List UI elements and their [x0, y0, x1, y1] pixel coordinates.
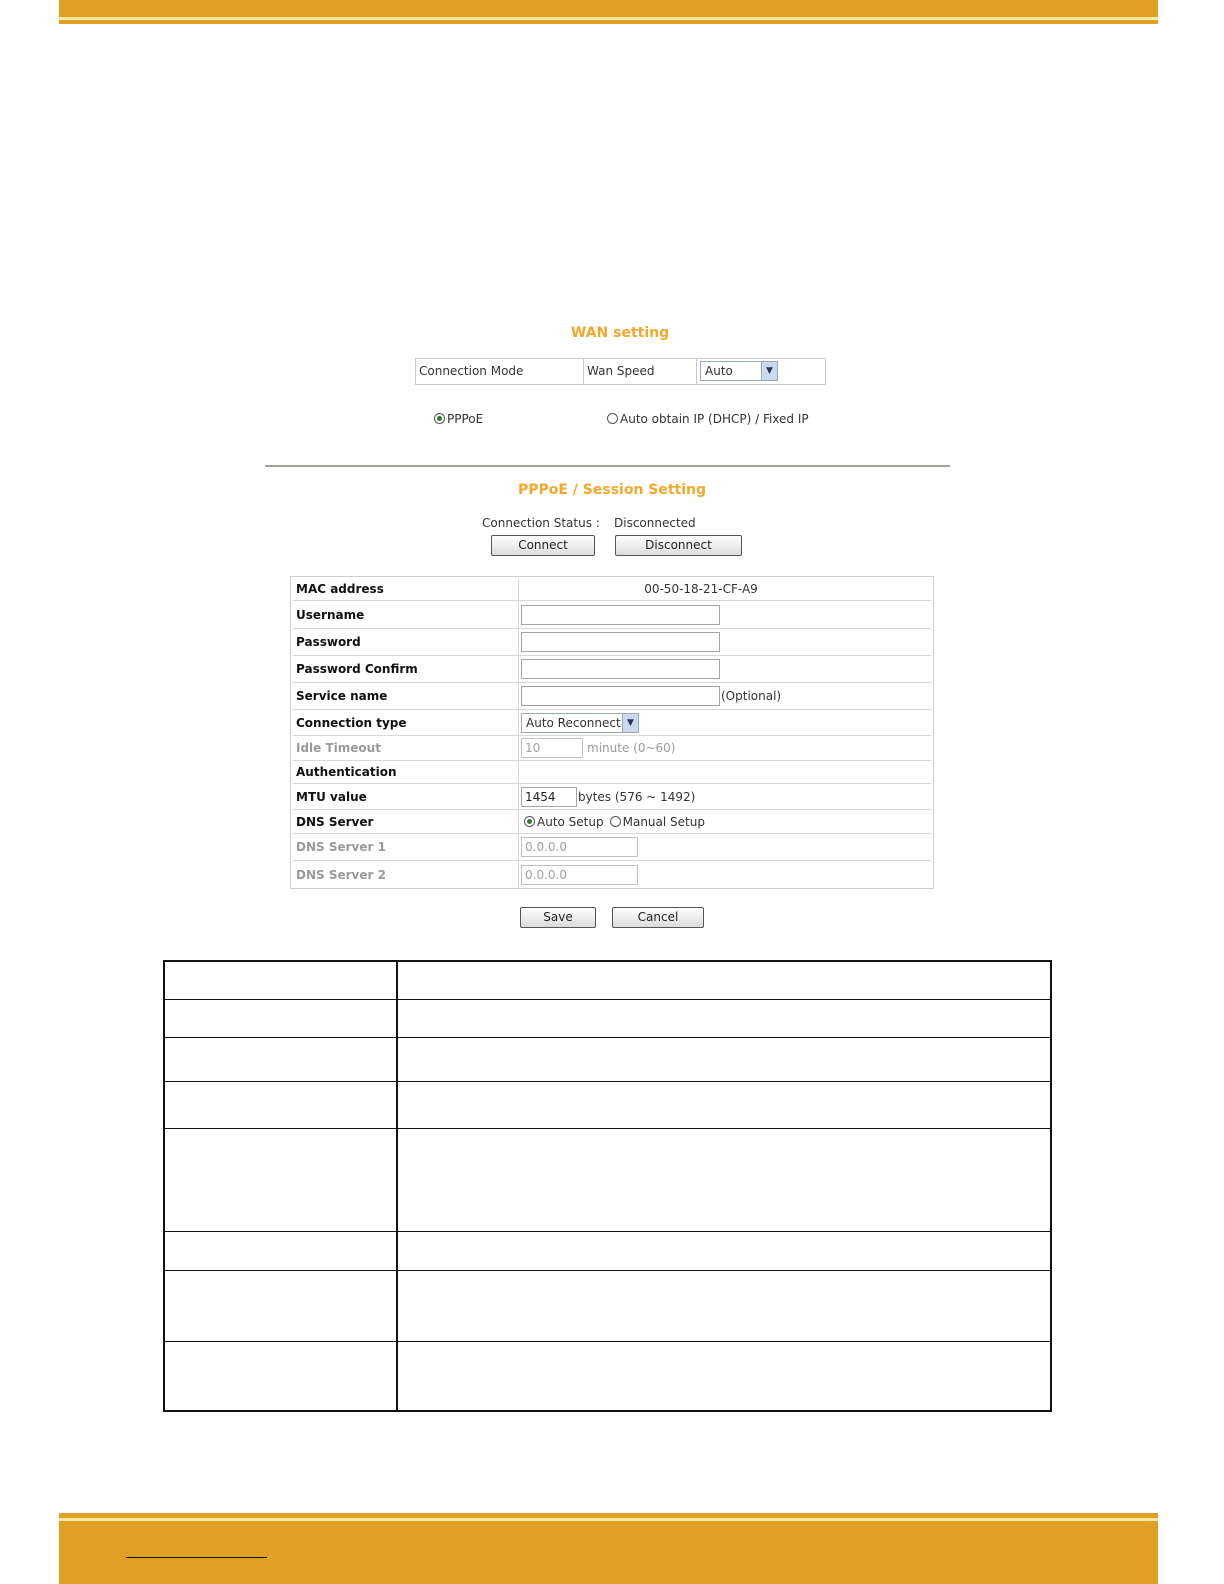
- idle-timeout-input[interactable]: 10: [521, 738, 583, 758]
- table-row: [165, 1271, 1050, 1342]
- dns-server-1-cell: [519, 834, 931, 860]
- service-name-row: [293, 683, 931, 710]
- dns-server-label: DNS Server: [293, 810, 519, 833]
- footer-band-stripe: [59, 1518, 1158, 1521]
- wan-speed-label: Wan Speed: [584, 359, 697, 384]
- service-name-cell: [519, 683, 931, 709]
- mtu-row: [293, 784, 931, 810]
- service-name-hint: (Optional): [721, 689, 782, 703]
- mtu-input[interactable]: 1454: [521, 787, 577, 807]
- pppoe-session-title: PPPoE / Session Setting: [517, 482, 707, 498]
- table-row: [165, 1232, 1050, 1271]
- dhcp-fixed-ip-radio-label: Auto obtain IP (DHCP) / Fixed IP: [620, 412, 809, 426]
- dns-server-cell: [519, 810, 931, 833]
- username-row: [293, 601, 931, 629]
- mac-address-label: MAC address: [293, 578, 519, 600]
- wan-setting-title: WAN setting: [570, 325, 670, 341]
- table-row: [165, 1342, 1050, 1410]
- password-row: [293, 629, 931, 656]
- username-label: Username: [293, 601, 519, 628]
- header-band-stripe: [59, 17, 1158, 20]
- dns-server-2-cell: [519, 861, 931, 888]
- service-name-label: Service name: [293, 683, 519, 709]
- radio-unselected-icon[interactable]: [607, 413, 618, 424]
- authentication-label: Authentication: [293, 761, 519, 783]
- connection-type-label: Connection type: [293, 710, 519, 735]
- dns-auto-setup-label: Auto Setup: [537, 814, 604, 829]
- chevron-down-icon: ▼: [761, 362, 777, 380]
- table-row: [165, 1129, 1050, 1232]
- mtu-cell: [519, 784, 931, 809]
- dns-server-1-input[interactable]: 0.0.0.0: [521, 837, 638, 857]
- connection-type-row: [293, 710, 931, 736]
- connection-type-value: Auto Reconnect: [526, 715, 621, 730]
- chevron-down-icon: ▼: [622, 714, 638, 732]
- dns-server-row: [293, 810, 931, 834]
- cancel-button[interactable]: Cancel: [612, 907, 704, 928]
- authentication-row: [293, 761, 931, 784]
- description-table: [163, 960, 1052, 1412]
- table-row: [165, 962, 1050, 1000]
- table-row: [165, 1038, 1050, 1082]
- idle-timeout-unit: minute (0~60): [587, 741, 676, 755]
- pppoe-settings-form: [290, 576, 934, 889]
- username-input[interactable]: [521, 605, 720, 625]
- wan-speed-cell: [697, 359, 825, 384]
- connection-mode-label: Connection Mode: [416, 359, 584, 384]
- footer-rule: [126, 1557, 267, 1558]
- wan-setting-table: [415, 358, 826, 385]
- password-label: Password: [293, 629, 519, 655]
- password-confirm-input[interactable]: [521, 659, 720, 679]
- footer-band: [59, 1513, 1158, 1584]
- mtu-unit: bytes (576 ~ 1492): [578, 789, 696, 804]
- section-divider: [265, 465, 950, 467]
- connection-status-value: Disconnected: [614, 516, 696, 530]
- radio-unselected-icon[interactable]: [610, 816, 621, 827]
- pppoe-radio-option[interactable]: [434, 408, 483, 427]
- username-cell: [519, 601, 931, 628]
- authentication-value: [519, 761, 931, 783]
- header-band: [59, 0, 1158, 24]
- mtu-label: MTU value: [293, 784, 519, 809]
- dns-server-2-row: [293, 861, 931, 888]
- save-button[interactable]: Save: [520, 907, 596, 928]
- pppoe-radio-label: PPPoE: [447, 412, 484, 426]
- connection-type-select[interactable]: [521, 713, 639, 733]
- connection-status-label: Connection Status :: [482, 516, 600, 530]
- password-confirm-label: Password Confirm: [293, 656, 519, 682]
- mac-address-value: 00-50-18-21-CF-A9: [644, 582, 758, 596]
- dns-manual-setup-label: Manual Setup: [622, 814, 705, 829]
- dns-server-2-label: DNS Server 2: [293, 861, 519, 888]
- idle-timeout-label: Idle Timeout: [293, 736, 519, 760]
- service-name-input[interactable]: [521, 686, 720, 706]
- password-confirm-cell: [519, 656, 931, 682]
- wan-speed-value: Auto: [705, 364, 733, 378]
- dns-server-1-row: [293, 834, 931, 861]
- idle-timeout-row: [293, 736, 931, 761]
- connect-button[interactable]: Connect: [491, 535, 595, 556]
- radio-selected-icon[interactable]: [524, 816, 535, 827]
- password-confirm-row: [293, 656, 931, 683]
- table-row: [165, 1082, 1050, 1129]
- mac-address-row: [293, 578, 931, 601]
- disconnect-button[interactable]: Disconnect: [615, 535, 742, 556]
- idle-timeout-cell: [519, 736, 931, 760]
- table-row: [165, 1000, 1050, 1038]
- dhcp-fixed-ip-radio-option[interactable]: [607, 408, 809, 427]
- connection-type-cell: [519, 710, 931, 735]
- password-input[interactable]: [521, 632, 720, 652]
- dns-server-2-input[interactable]: 0.0.0.0: [521, 865, 638, 885]
- radio-selected-icon[interactable]: [434, 413, 445, 424]
- dns-server-1-label: DNS Server 1: [293, 834, 519, 860]
- password-cell: [519, 629, 931, 655]
- wan-speed-select[interactable]: [700, 361, 778, 381]
